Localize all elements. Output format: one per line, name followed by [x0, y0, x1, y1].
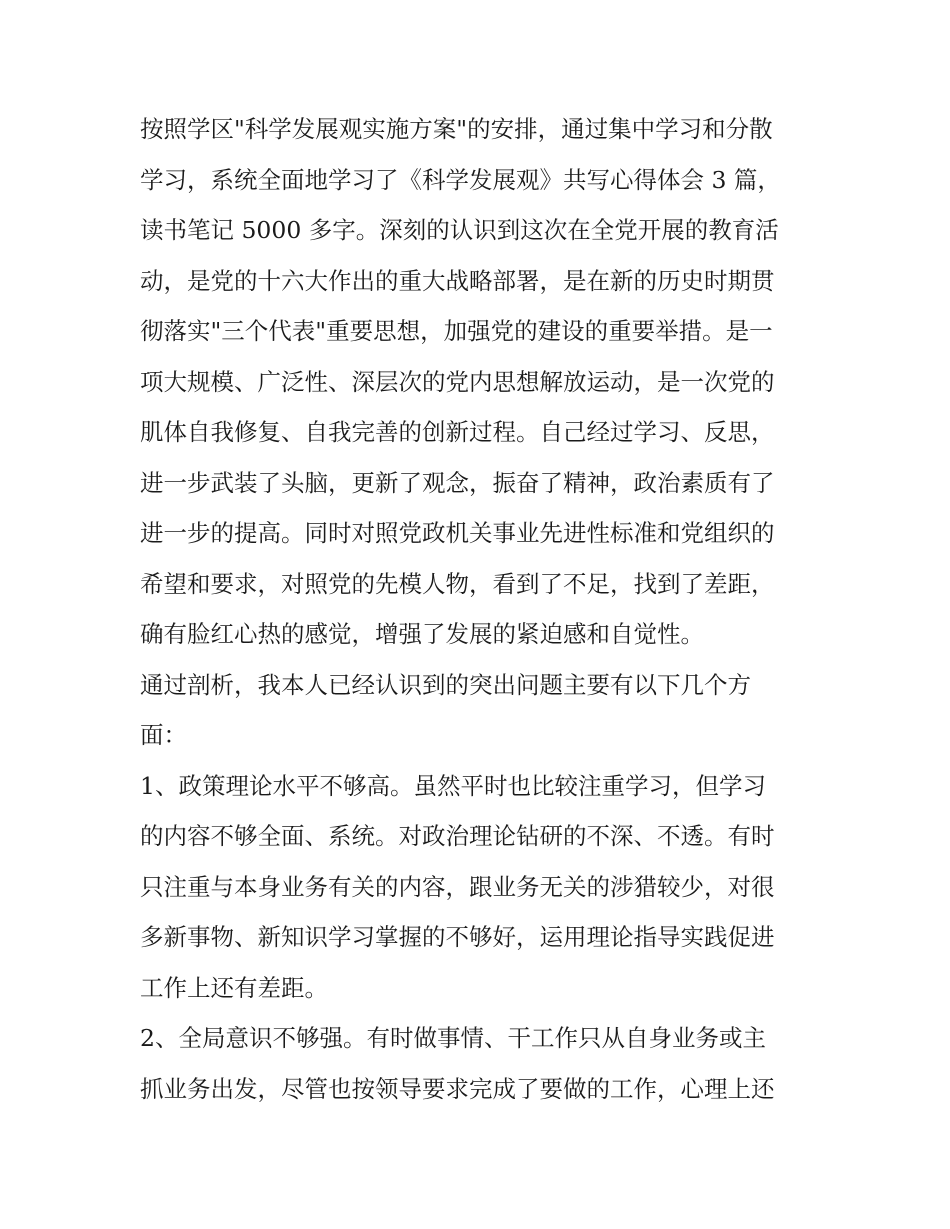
text-line: 彻落实"三个代表"重要思想，加强党的建设的重要举措。是一 [140, 317, 773, 345]
text-line: 的内容不够全面、系统。对政治理论钻研的不深、不透。有时 [140, 822, 775, 850]
text-line: 进一步的提高。同时对照党政机关事业先进性标准和党组织的 [140, 519, 775, 547]
text-line: 项大规模、广泛性、深层次的党内思想解放运动，是一次党的 [140, 367, 775, 396]
text-line: 1、政策理论水平不够高。虽然平时也比较注重学习，但学习 [140, 771, 766, 800]
text-line: 面： [140, 721, 187, 749]
text-line: 进一步武装了头脑，更新了观念，振奋了精神，政治素质有了 [140, 468, 775, 497]
text-line: 学习，系统全面地学习了《科学发展观》共写心得体会 3 篇， [140, 165, 781, 194]
text-line: 按照学区"科学发展观实施方案"的安排，通过集中学习和分散 [140, 115, 773, 143]
text-line: 2、全局意识不够强。有时做事情、干工作只从自身业务或主 [140, 1024, 766, 1052]
text-line: 希望和要求，对照党的先模人物，看到了不足，找到了差距， [140, 569, 775, 598]
text-line: 动，是党的十六大作出的重大战略部署，是在新的历史时期贯 [140, 266, 775, 295]
text-line: 确有脸红心热的感觉，增强了发展的紧迫感和自觉性。 [140, 620, 704, 648]
document-body [140, 104, 820, 1114]
text-line: 工作上还有差距。 [140, 973, 328, 1002]
text-line: 只注重与本身业务有关的内容，跟业务无关的涉猎较少，对很 [140, 872, 775, 901]
text-line: 肌体自我修复、自我完善的创新过程。自己经过学习、反思， [140, 418, 775, 446]
text-line: 抓业务出发，尽管也按领导要求完成了要做的工作，心理上还 [140, 1074, 775, 1103]
text-line: 通过剖析，我本人已经认识到的突出问题主要有以下几个方 [140, 670, 751, 699]
text-line: 读书笔记 5000 多字。深刻的认识到这次在全党开展的教育活 [140, 216, 779, 244]
text-line: 多新事物、新知识学习掌握的不够好，运用理论指导实践促进 [140, 923, 775, 951]
